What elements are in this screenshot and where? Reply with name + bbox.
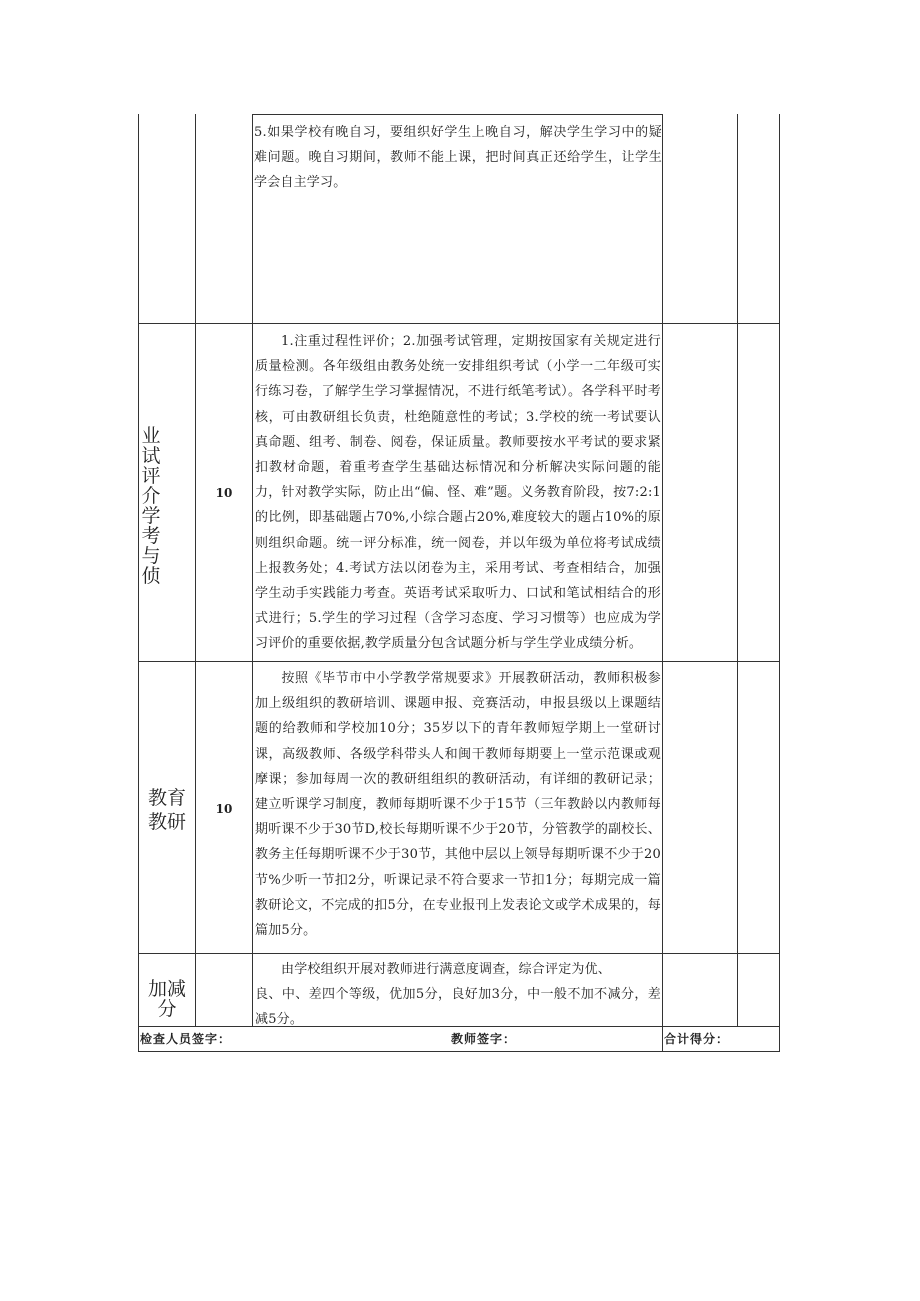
row-4-content-line1: 由学校组织开展对教师进行满意度调查，综合评定为优、 <box>281 962 612 977</box>
row-4-content <box>255 957 661 1033</box>
table-border-left <box>138 114 139 1052</box>
content-cell-top-border <box>252 114 662 115</box>
table-border-right <box>779 114 780 1052</box>
table-border-bottom <box>138 1051 780 1052</box>
inspector-signature-label <box>140 1030 231 1047</box>
row-3-category <box>139 786 195 834</box>
row-2-content <box>255 329 661 657</box>
row-divider-2 <box>138 661 780 662</box>
row-3-category-text: 教育教研 <box>147 787 186 833</box>
row-3-content <box>255 666 661 943</box>
row-3-content-text: 按照《毕节市中小学教学常规要求》开展教研活动，教师积极参加上级组织的教研培训、课题申报、竞赛活动，申报县级以上课题结题的给教师和学校加10分；35岁以下的青年教师短学期上一堂研讨课，高级教师、各级学科带头人和闽干教师每期要上一堂示范课或观摩课；参加每周一次的教研组组织的教研活动，有详细的教研记录；建立听课学习制度，教师每期听课不少于15节（三年教龄以内教师每期听课不少于30节D,校长每期听课不少于20节，分管教学的副校长、教务主任每期听课不少于30节，其他中层以上领导每期听课不少于20节%少听一节扣2分，听课记录不符合要求一节扣1分；每期完成一篇教研论文，不完成的扣5分，在专业报刊上发表论文或学术成果的，每篇加5分。 <box>255 671 661 939</box>
column-divider-category <box>195 114 196 1026</box>
teacher-signature-label <box>451 1030 516 1047</box>
teacher-label-text: 教师签字： <box>451 1032 517 1046</box>
total-label-text: 合计得分： <box>664 1032 730 1046</box>
row-2-content-text: 1.注重过程性评价；2.加强考试管理，定期按国家有关规定进行质量检测。各年级组由教务处统一安排组织考试（小学一二年级可实行练习卷，了解学生学习掌握情况，不进行纸笔考试）。各学科平时考核，可由教研组长负责，杜绝随意性的考试；3.学校的统一考试要认真命题、组考、制卷、阅卷，保证质量。教师要按水平考试的要求紧扣教材命题，着重考查学生基础达标情况和分析解决实际问题的能力，针对教学实际，防止出“偏、怪、难”题。义务教育阶段，按7:2:1的比例，即基础题占70%,小综合题占20%,难度较大的题占10%的原则组织命题。统一评分标准，统一阅卷，并以年级为单位将考试成绩上报教务处；4.考试方法以闭卷为主，采用考试、考查相结合，加强学生动手实践能力考查。英语考试采取听力、口试和笔试相结合的形式进行；5.学生的学习过程（含学习态度、学习习惯等）也应成为学习评价的重要依据,教学质量分包含试题分析与学生学业成绩分析。 <box>255 334 661 652</box>
column-divider-content-right <box>662 114 663 1052</box>
row-2-score-text: 10 <box>215 486 233 500</box>
column-divider-content-left <box>252 114 253 1026</box>
total-score-label <box>664 1030 729 1047</box>
row-3-score-text: 10 <box>215 802 233 816</box>
row-1-content <box>254 120 662 196</box>
row-divider-3 <box>138 953 780 954</box>
inspector-label-text: 检查人员签字： <box>140 1032 232 1046</box>
row-3-score <box>196 802 252 816</box>
row-4-content-rest: 良、中、差四个等级，优加5分，良好加3分，中一般不加不减分，差减5分。 <box>255 987 661 1028</box>
row-1-content-text: 5.如果学校有晚自习，要组织好学生上晚自习，解决学生学习中的疑难问题。晚自习期间，教师不能上课，把时间真正还给学生，让学生学会自主学习。 <box>254 125 662 191</box>
row-4-category <box>139 979 195 1019</box>
row-2-score <box>196 486 252 500</box>
row-2-category <box>140 426 162 586</box>
row-4-category-text: 加减分 <box>147 978 186 1020</box>
row-2-category-text: 业试评介学考与侦 <box>141 425 161 587</box>
row-divider-1 <box>138 323 780 324</box>
column-divider-score <box>737 114 738 1026</box>
